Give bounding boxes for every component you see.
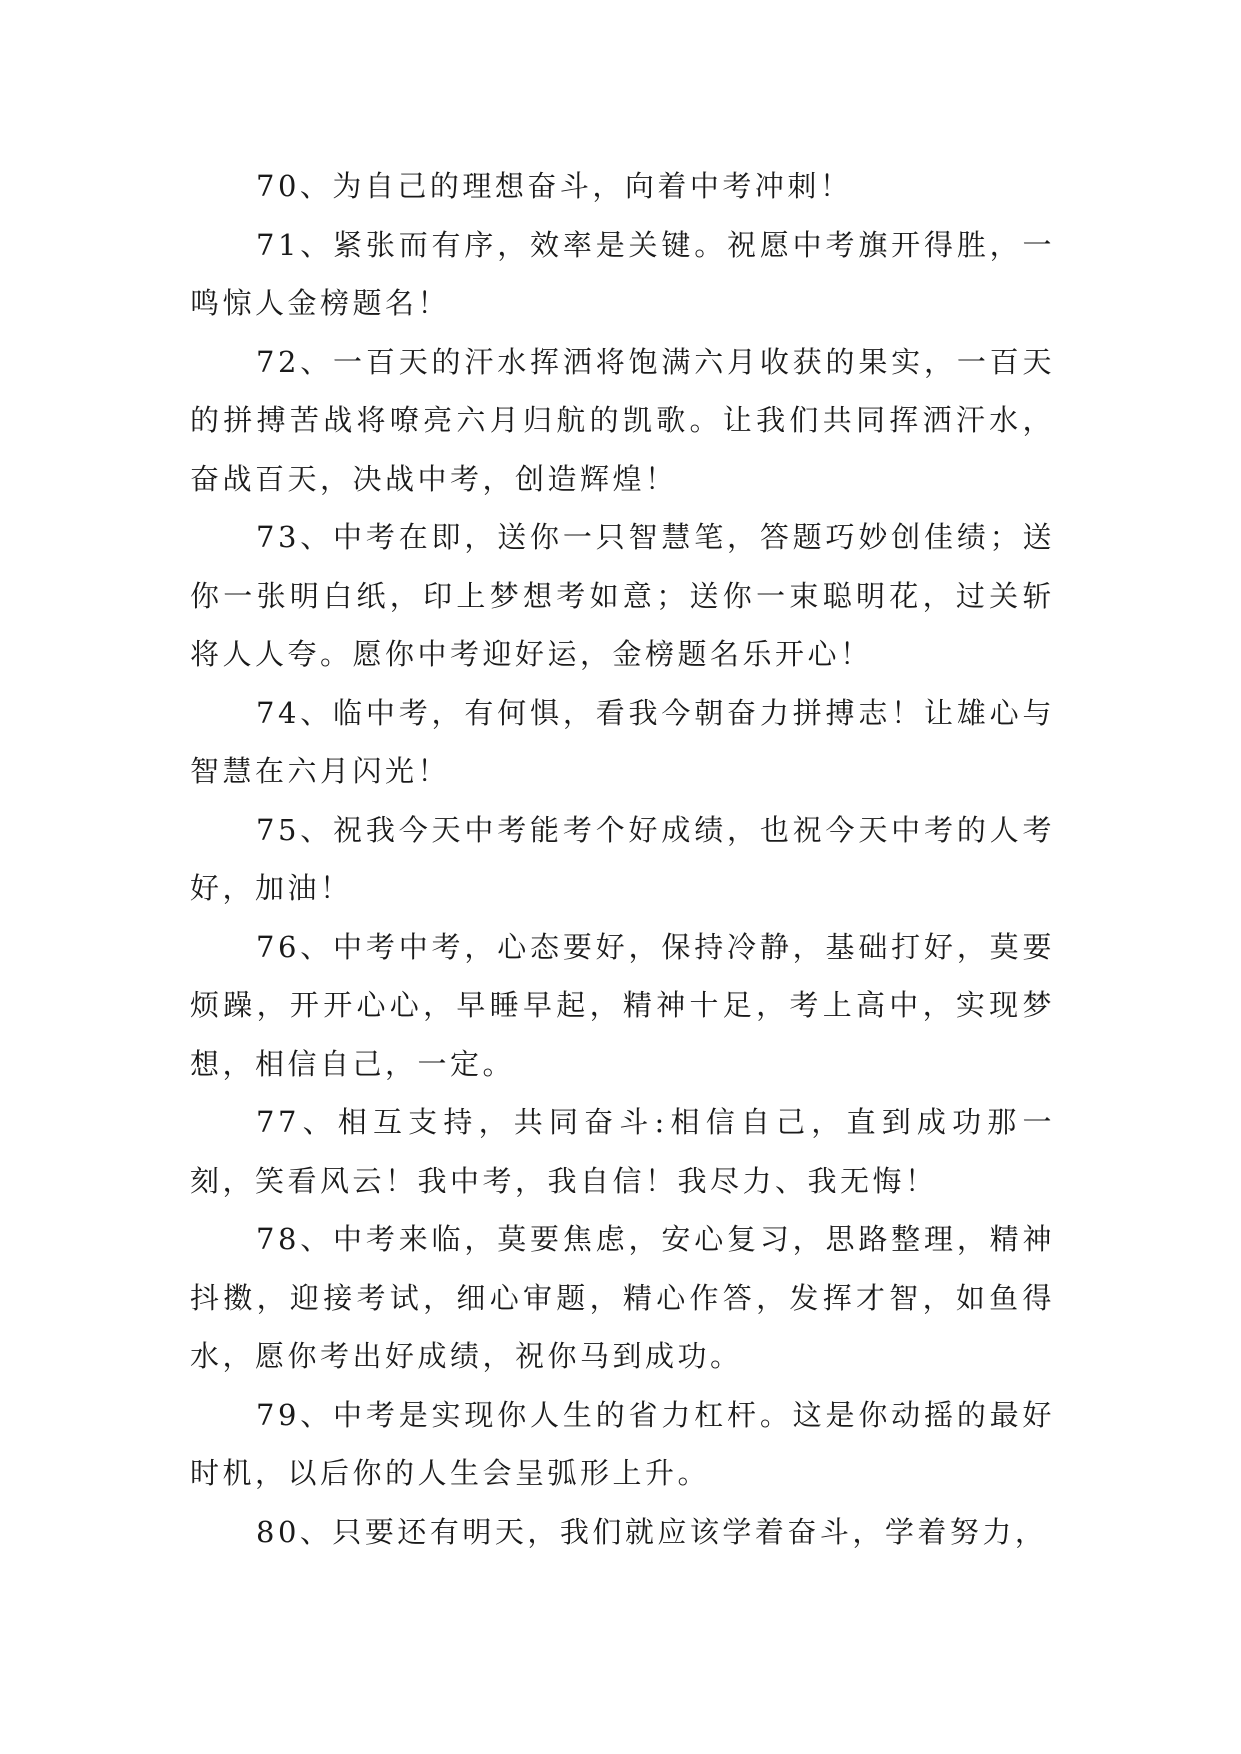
paragraph-80: 80、只要还有明天，我们就应该学着奋斗，学着努力，: [256, 1514, 1048, 1549]
paragraph-72: 72、一百天的汗水挥洒将饱满六月收获的果实，一百天的拼搏苦战将嘹亮六月归航的凯歌。让我们共同挥洒汗水，奋战百天，决战中考，创造辉煌！: [190, 344, 1055, 496]
paragraph-73: 73、中考在即，送你一只智慧笔，答题巧妙创佳绩；送你一张明白纸，印上梦想考如意；送你一束聪明花，过关斩将人人夸。愿你中考迎好运，金榜题名乐开心！: [190, 520, 1055, 671]
paragraph-71: 71、紧张而有序，效率是关键。祝愿中考旗开得胜，一鸣惊人金榜题名！: [190, 227, 1055, 320]
paragraph-77: 77、相互支持，共同奋斗:相信自己，直到成功那一刻，笑看风云！我中考，我自信！我尽力、我无悔！: [190, 1105, 1055, 1198]
paragraph-76: 76、中考中考，心态要好，保持冷静，基础打好，莫要烦躁，开开心心，早睡早起，精神十足，考上高中，实现梦想，相信自己，一定。: [190, 929, 1055, 1081]
paragraph-74: 74、临中考，有何惧，看我今朝奋力拼搏志！让雄心与智慧在六月闪光！: [190, 695, 1055, 788]
document-body: [190, 157, 1055, 1561]
paragraph-79: 79、中考是实现你人生的省力杠杆。这是你动摇的最好时机，以后你的人生会呈弧形上升。: [190, 1397, 1055, 1490]
paragraph-78: 78、中考来临，莫要焦虑，安心复习，思路整理，精神抖擞，迎接考试，细心审题，精心作答，发挥才智，如鱼得水，愿你考出好成绩，祝你马到成功。: [190, 1222, 1055, 1373]
paragraph-70: 70、为自己的理想奋斗，向着中考冲刺！: [256, 169, 853, 203]
paragraph-75: 75、祝我今天中考能考个好成绩，也祝今天中考的人考好，加油！: [190, 812, 1055, 905]
